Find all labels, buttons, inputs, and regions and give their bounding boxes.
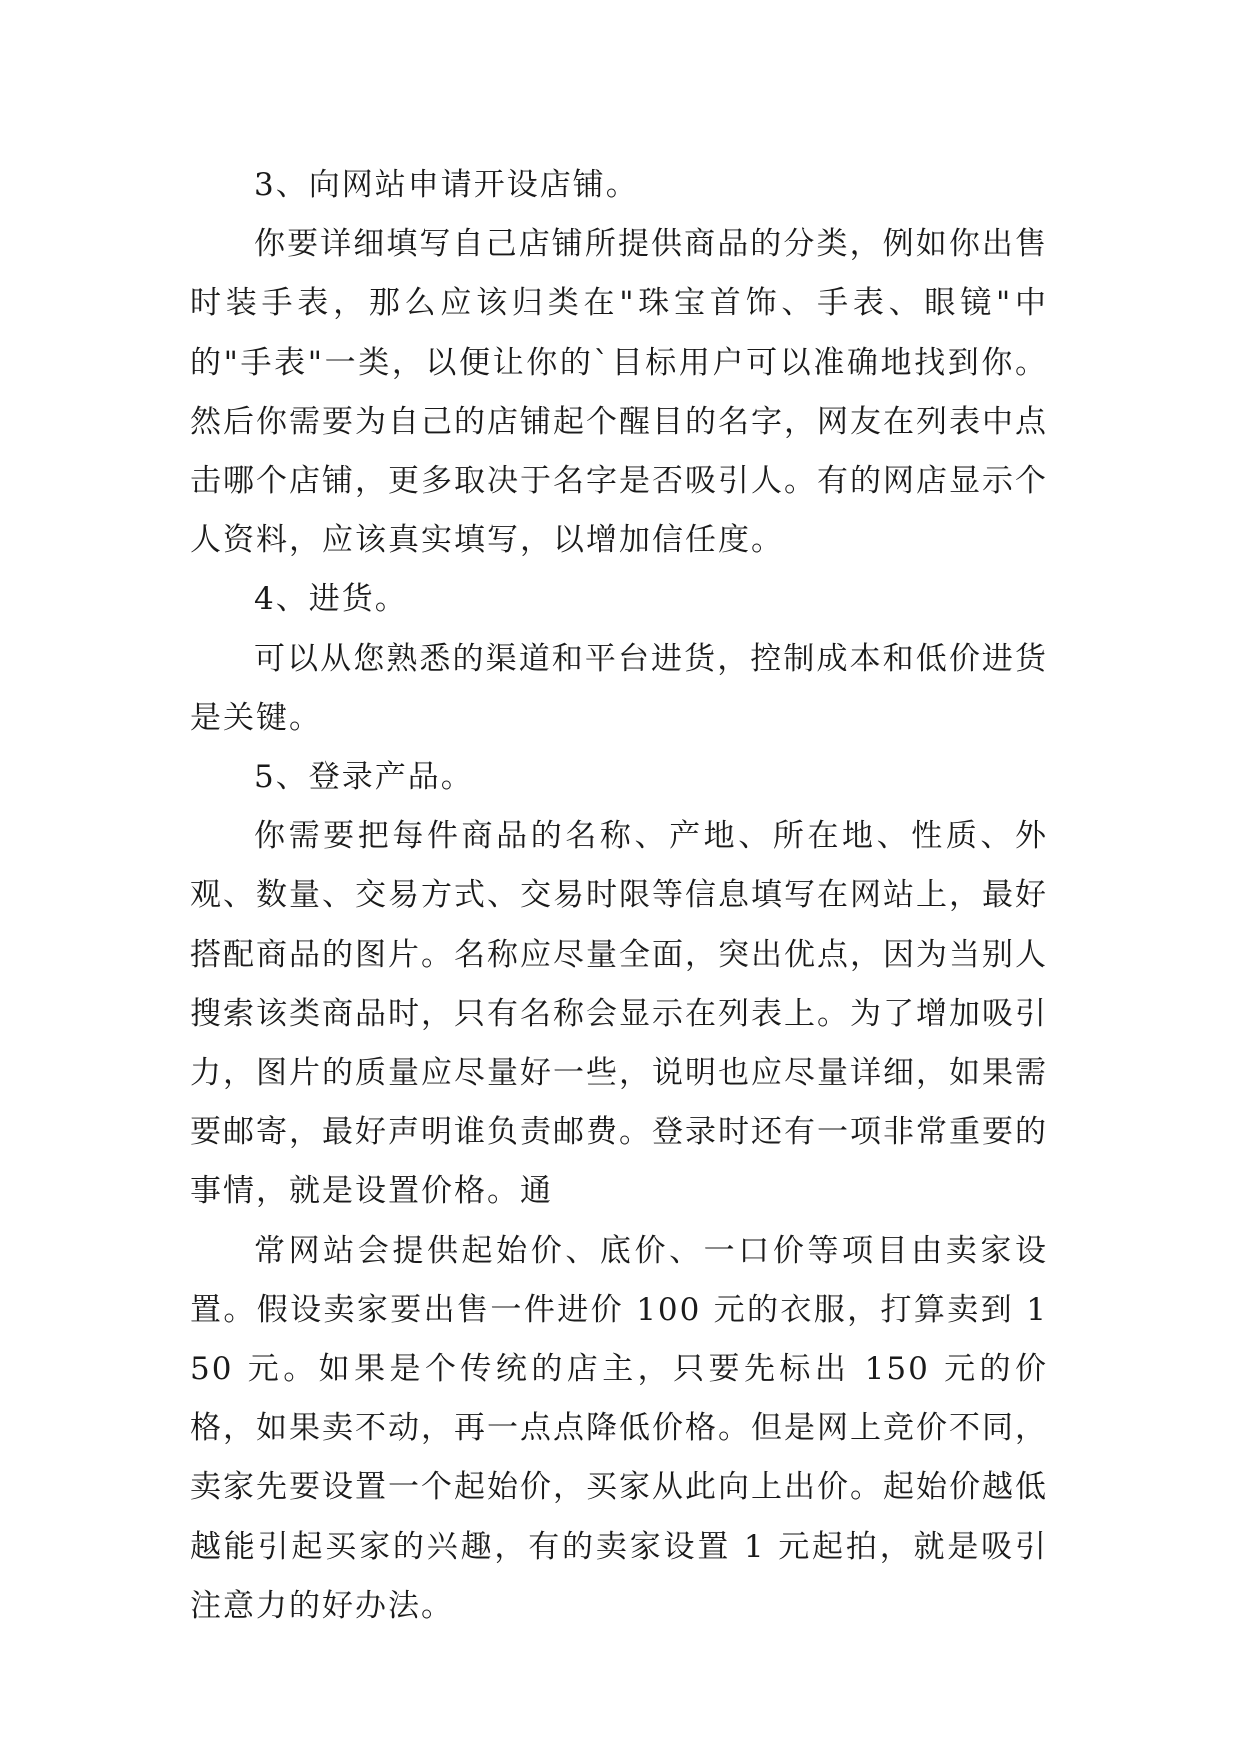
- section-heading-list-products: 5、登录产品。: [254, 759, 474, 796]
- paragraph-product-details: 你需要把每件商品的名称、产地、所在地、性质、外观、数量、交易方式、交易时限等信息填写在网站上，最好搭配商品的图片。名称应尽量全面，突出优点，因为当别人搜索该类商品时，只有名称会显示在列表上。为了增加吸引力，图片的质量应尽量好一些，说明也应尽量详细，如果需要邮寄，最好声明谁负责邮费。登录时还有一项非常重要的事情，就是设置价格。通: [190, 818, 1048, 1210]
- paragraph-store-category: 你要详细填写自己店铺所提供商品的分类，例如你出售时装手表，那么应该归类在"珠宝首饰、手表、眼镜"中的"手表"一类，以便让你的`目标用户可以准确地找到你。然后你需要为自己的店铺起个醒目的名字，网友在列表中点击哪个店铺，更多取决于名字是否吸引人。有的网店显示个人资料，应该真实填写，以增加信任度。: [190, 226, 1048, 559]
- section-heading-stock-goods: 4、进货。: [254, 581, 408, 618]
- document-body: [190, 156, 1048, 1636]
- paragraph-stock-sources: 可以从您熟悉的渠道和平台进货，控制成本和低价进货是关键。: [190, 640, 1048, 736]
- section-heading-open-store: 3、向网站申请开设店铺。: [254, 167, 639, 203]
- paragraph-pricing: 常网站会提供起始价、底价、一口价等项目由卖家设置。假设卖家要出售一件进价 100 元的衣服，打算卖到 150 元。如果是个传统的店主，只要先标出 150 元的价格，如果卖不动，再一点点降低价格。但是网上竞价不同，卖家先要设置一个起始价，买家从此向上出价。起始价越低越能引起买家的兴趣，有的卖家设置 1 元起拍，就是吸引注意力的好办法。: [190, 1232, 1048, 1624]
